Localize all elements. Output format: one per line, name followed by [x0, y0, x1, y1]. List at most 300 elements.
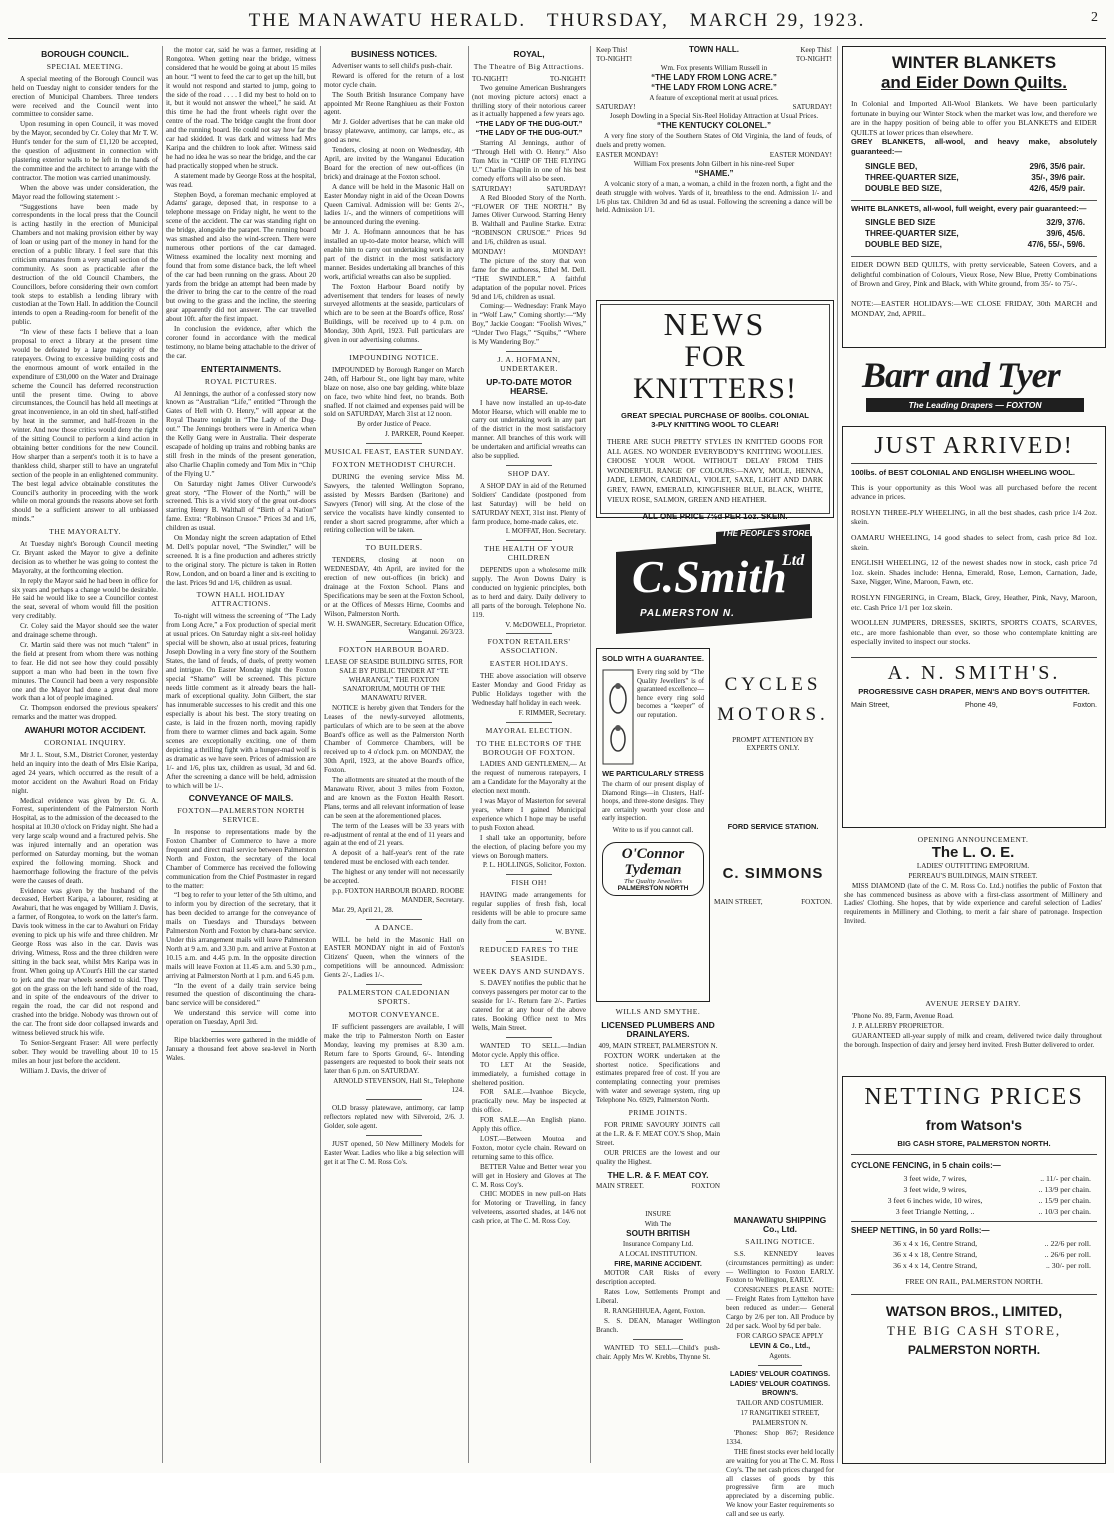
- notice-signature: J. PARKER, Pound Keeper.: [385, 430, 464, 439]
- column-2: [166, 46, 316, 1466]
- ad-feature: “SHAME.”: [694, 168, 734, 178]
- masthead-day: THURSDAY,: [546, 10, 669, 31]
- divider: [366, 641, 422, 642]
- velour-heading: LADIES' VELOUR COATINGS.: [729, 1379, 831, 1388]
- town-hall-title: TOWN HALL.: [688, 45, 740, 54]
- day-line: [472, 185, 586, 194]
- netting-title: NETTING PRICES: [864, 1084, 1084, 1110]
- page-number: 2: [1091, 10, 1100, 25]
- netting-free: FREE ON RAIL, PALMERSTON NORTH.: [905, 1277, 1043, 1286]
- heading-musical-feast: MUSICAL FEAST, EASTER SUNDAY.: [324, 447, 464, 457]
- column-rule: [162, 46, 163, 1463]
- divider: [506, 351, 552, 352]
- heading-mayoral-election: MAYORAL ELECTION.: [485, 725, 573, 735]
- masthead-rule: [8, 38, 1106, 39]
- article-paragraph: Stephen Boyd, a foreman mechanic employed at Adams' garage, deposed that, in response to a telephone message on Friday night, he went to the scene of the accident. The car was standing right on the bridge, alongside the parapet. The running board was smashed and also the wind-screen. There were numerous other portions of the car damaged. Witness examined the locality next morning and found that from some distance back, the left wheel of the car had been running on the grass. About 20 yards from the bridge an attempt had been made by the driver to bring the car to the centre of the road but owing to the grass and the incline, the steering gear apparently did not answer. The car travelled about 10ft. after the first impact.: [166, 190, 316, 324]
- smith-ad: [596, 522, 832, 642]
- article-paragraph: We understand this service will come into operation on Tuesday, April 3rd.: [166, 1009, 316, 1027]
- ad-paragraph: Two genuine American Bushrangers (not moving picture actors) enact a thrilling story of their notorious career as it actually happened a few years ago.: [472, 83, 586, 119]
- cycles-line-2: EXPERTS ONLY.: [746, 744, 800, 752]
- notice-paragraph: Reward is offered for the return of a lost motor cycle chain.: [324, 71, 464, 89]
- divider: [506, 633, 552, 634]
- price-item: 3 feet wide, 9 wires,: [903, 1185, 967, 1194]
- heading-impounding: IMPOUNDING NOTICE.: [349, 353, 439, 362]
- ad-paragraph: The picture of the story that won fame for the authoress, Ethel M. Dell. “THE SWINDLER.” A faithful adaptation of the popular novel. Prices 9d and 1/6, children as usual.: [472, 256, 586, 301]
- notice-paragraph: NOTICE is hereby given that Tenders for the Leases of the newly-surveyed allotments, particulars of which are to be seen at the above Board's office as well as the Palmerston North Chamber of Commerce Chambers, will be received up to 4 o'clock p.m. on MONDAY, the 30th April, 1923, at the above Board's office, Foxton.: [324, 703, 464, 775]
- loe-line: LADIES' OUTFITTING EMPORIUM.: [916, 861, 1030, 870]
- oconnor-logo: [602, 842, 704, 896]
- day-line: [596, 151, 832, 160]
- sheep-heading: SHEEP NETTING, in 50 yard Rolls:—: [851, 1226, 990, 1235]
- subheading-easter-holidays: EASTER HOLIDAYS.: [489, 659, 569, 669]
- simmons-name: C. SIMMONS: [722, 865, 824, 882]
- column-rule: [590, 46, 591, 1463]
- price-item: THREE-QUARTER SIZE,: [865, 172, 959, 182]
- article-paragraph: William J. Davis, the driver of: [20, 1066, 107, 1075]
- price-item: THREE-QUARTER SIZE,: [865, 229, 959, 239]
- heading-a-dance: A DANCE.: [374, 922, 414, 932]
- price-value: 42/6, 45/9 pair.: [1029, 183, 1085, 193]
- smiths-name: A. N. SMITH'S.: [887, 661, 1061, 684]
- price-row: [865, 172, 1085, 183]
- address-street: MAIN STREET,: [714, 898, 763, 906]
- subheading-foxton-service: FOXTON—PALMERSTON NORTH SERVICE.: [177, 806, 305, 825]
- heading-fish: FISH OH!: [511, 878, 547, 888]
- keep-label: TO-NIGHT!: [596, 54, 633, 63]
- shipping-ad: [726, 1212, 834, 1519]
- address-town: Foxton.: [1073, 699, 1097, 709]
- ad-line: Joseph Dowling in a Special Six-Reel Holiday Attraction at Usual Prices.: [609, 112, 819, 121]
- blankets-title-1: WINTER BLANKETS: [891, 53, 1057, 72]
- classified-ad: FOR SALE.—An English piano. Apply this office.: [472, 1116, 586, 1134]
- jersey-line: 'Phone No. 89, Farm, Avenue Road.: [852, 1011, 954, 1020]
- notice-paragraph: OLD brassy platewave, antimony, car lamp reflectors replated new with Silveroid, 2/6. J. Golder, sole agent.: [324, 1104, 464, 1130]
- oconnor-content: [602, 654, 704, 896]
- article-paragraph: Medical evidence was given by Dr. G. A. Forrest, superintendent of the Palmerston North Hospital, as to the admission of the deceased to the hospital at 10.30 o'clock on Friday night. She had a very large scalp wound and a fractured pelvis. She was injured internally and an operation was performed on Saturday morning, but the woman expired the following morning. Shock and haemorrhage following the fracture of the pelvis were the causes of death.: [12, 796, 158, 885]
- price-item: SINGLE BED SIZE: [865, 218, 936, 228]
- classified-ad: BETTER Value and Better wear you will get in Hosiery and Gloves at The C. M. Ross Coy's.: [472, 1162, 586, 1189]
- oconnor-logo-2: Tydeman: [624, 861, 682, 878]
- price-row: [865, 161, 1085, 172]
- wills-subheading: LICENSED PLUMBERS AND DRAINLAYERS.: [601, 1019, 715, 1039]
- shipping-heading: MANAWATU SHIPPING Co., Ltd.: [733, 1215, 827, 1234]
- price-value: .. 13/9 per chain.: [1038, 1185, 1091, 1194]
- ad-line: A very fine story of the Southern States of Old Virginia, the land of feuds, of duels and pretty women.: [596, 132, 832, 150]
- cycles-title: CYCLES: [724, 674, 822, 695]
- article-paragraph: A special meeting of the Borough Council was held on Tuesday night to consider tenders for the erection of Municipal Chambers. Three tenders were received and the Council went into committee to consider same.: [12, 74, 158, 119]
- subheading-coronial-inquiry: CORONIAL INQUIRY.: [44, 738, 126, 748]
- heading-caledonian-sports: PALMERSTON CALEDONIAN SPORTS.: [338, 988, 450, 1006]
- ad-line: Wm. Fox presents William Russell in: [660, 63, 768, 72]
- cycles-ad: [714, 648, 832, 1000]
- notice-paragraph: WILL be held in the Masonic Hall on EASTER MONDAY night in aid of Foxton's Citizens' Queen, when the winners of the competitions will be announced. Admission: Gents 2/-, Ladies 1/-.: [324, 935, 464, 980]
- address-street: MAIN STREET.: [596, 1182, 644, 1191]
- wills-ad: [596, 1004, 720, 1200]
- price-value: .. 22/6 per roll.: [1044, 1239, 1091, 1248]
- notice-paragraph: A deposit of a half-year's rent of the rate tendered must be enclosed with each tender.: [324, 849, 464, 867]
- price-value: .. 15/9 per chain.: [1038, 1196, 1091, 1205]
- netting-content: [851, 1083, 1097, 1357]
- insure-line: INSURE: [645, 1210, 671, 1218]
- article-paragraph: At Tuesday night's Borough Council meeting Cr. Bryant asked the Mayor to give a definite decision as to whether he was going to contest the Mayoralty, at the forthcoming election.: [12, 540, 158, 575]
- prime-text: OUR PRICES are the lowest and our quality the Highest.: [596, 1148, 720, 1166]
- insure-line: With The: [644, 1219, 672, 1228]
- oconnor-text-1: Every ring sold by “The Quality Jewellers” is of guaranteed excellence—hence every ring sold becomes a “keeper” of our reputation.: [637, 669, 704, 719]
- price-row: [865, 217, 1085, 228]
- column-3: [324, 46, 464, 1466]
- wills-heading: WILLS AND SMYTHE.: [615, 1007, 701, 1016]
- notice-signature: p.p. FOXTON HARBOUR BOARD. ROOBE MANDER, Secretary.: [332, 886, 464, 904]
- ad-line: A feature of exceptional merit at usual prices.: [649, 93, 779, 102]
- price-row: [861, 1260, 1091, 1271]
- heading-shop-day: SHOP DAY.: [507, 468, 551, 478]
- keep-this-right: [796, 46, 832, 64]
- article-paragraph: To-night will witness the screening of “The Lady from Long Acre,” a Fox production of special merit at usual prices. On Saturday night a six-reel holiday special will be shown, also at usual prices, featuring Joseph Dowling in a very fine story of the Southern States, the land of feuds, of duels, of pretty women and intrigue. On Easter Monday night the Foxton special “Shame” will be screened. This picture needs little comment as it already bears the hall-mark of exceptional quality. John Gilbert, the star has innumerable successes to his credit and this one especially is about his best. The story treating on caste, is laid in the frozen north, moving rapidly from there to warmer climes and back again. Some scenes are exceptionally exciting, one of them depicting a thrilling fight with a hunger-mad wolf is as dramatic as we have seen. Prices of admission are 1/- and 1/6, plus tax, children as usual, 3d and 6d. After the screening a dance will be held, admission to which will be 1/-.: [166, 612, 316, 790]
- article-paragraph: Cr. Coley said the Mayor should see the water and drainage scheme through.: [12, 622, 158, 640]
- arrived-line: OAMARU WHEELING, 14 good shades to select from, cash price 8d 1oz. skein.: [851, 532, 1097, 552]
- price-item: DOUBLE BED SIZE,: [865, 240, 942, 250]
- heading-motor-hearse: UP-TO-DATE MOTOR HEARSE.: [486, 376, 572, 396]
- heading-to-builders: TO BUILDERS.: [365, 543, 423, 553]
- grey-blanket-prices: [865, 161, 1085, 194]
- town-hall-header: [596, 46, 832, 64]
- classified-ad: WANTED TO SELL.—Indian Motor cycle. Apply this office.: [472, 1041, 586, 1059]
- heading-entertainments: ENTERTAINMENTS.: [200, 363, 282, 374]
- blankets-content: [851, 53, 1097, 318]
- day-label: MONDAY!: [472, 248, 506, 257]
- notice-paragraph: TENDERS, closing at noon on WEDNESDAY, 4th April, are invited for the erection of new out-offices (in brick) and drainage at the Foxton School. Plans and Specifications may be seen at the Foxton School, or at the Offices of Messrs Hirne, Coombs and Wilson, Palmerston North.: [324, 556, 464, 618]
- oconnor-logo-4: PALMERSTON NORTH: [617, 884, 689, 892]
- ad-paragraph: A SHOP DAY in aid of the Returned Soldiers' Candidate (postponed from last Saturday) will be held on SATURDAY NEXT, 31st inst. Plenty of farm produce, home-made cakes, etc.: [472, 481, 586, 526]
- blankets-grey: GREY BLANKETS, all-wool, and heavy make, absolutely guaranteed:—: [851, 137, 1097, 156]
- price-row: [865, 183, 1085, 194]
- notice-signature: W. H. SWANGER, Secretary. Education Office, Wanganui. 26/3/23.: [327, 619, 464, 637]
- article-paragraph: In reply the Mayor said he had been in office for six years and perhaps a change would be desirable. He said he would like to see a Councillor contest the seat, several of whom would fill the position very creditably.: [12, 576, 158, 621]
- ad-signature: I. MOFFAT, Hon. Secretary.: [505, 527, 586, 536]
- notice-line: By order Justice of Peace.: [357, 420, 431, 429]
- notice-paragraph: The term of the Leases will be 33 years with re-adjustment of rental at the end of 11 years and again at the end of 21 years.: [324, 821, 464, 848]
- ad-feature: “THE LADY FROM LONG ACRE.”: [651, 82, 777, 92]
- day-label: SATURDAY!: [596, 103, 636, 112]
- subheading-mayoralty: THE MAYORALTY.: [49, 527, 121, 537]
- knitters-ad: [596, 300, 834, 522]
- smith-name: C.Smith: [632, 551, 787, 602]
- day-label: EASTER MONDAY!: [596, 150, 659, 159]
- keep-label: Keep This!: [596, 46, 628, 54]
- smiths-sub: PROGRESSIVE CASH DRAPER, MEN'S AND BOY'S OUTFITTER.: [858, 686, 1090, 696]
- day-label: TO-NIGHT!: [472, 74, 509, 83]
- oconnor-text-2: The charm of our present display of Diamond Rings—in Clusters, Half-hoops, and three-stone designs. They are certainly worth your close and early inspection.: [602, 781, 704, 823]
- article-paragraph: On Monday night the screen adaptation of Ethel M. Dell's popular novel, “The Swindler,” will be screened. It is a fine production and adheres strictly to the original story. The picture is taken in Rotten Row, London, and on board a liner and is exciting to the last. Prices 9d and 1/6, children as usual.: [166, 534, 316, 587]
- notice-signature: ARNOLD STEVENSON, Hall St., Telephone 124.: [333, 1077, 464, 1095]
- article-paragraph: “I beg to refer to your letter of the 5th ultimo, and to inform you by direction of the secretary, that it has been decided to arrange for the conveyance of mails on Tuesdays and Thursdays between Palmerston North and Foxton by chara-banc service. Under this arrangement mails will leave Palmerston North at 9 a.m. and 3.30 p.m. and arrive at Foxton at 10.15 a.m. and 4.45 p.m. In the opposite direction mails will leave Foxton at 11.45 a.m. and 5.30 p.m., arriving at Palmerston North at 1 p.m. and 6.45 p.m.: [166, 891, 316, 980]
- classified-ad: TO LET At the Seaside, immediately, a furnished cottage in sheltered position.: [472, 1060, 586, 1087]
- heading-health-children: THE HEALTH OF YOUR CHILDREN: [483, 544, 575, 563]
- heading-retailers: FOXTON RETAILERS' ASSOCIATION.: [487, 637, 571, 656]
- notice-paragraph: DURING the evening service Miss M. Sawyers, the talented Wellington Soprano, assisted by Messrs Bardsen (Baritone) and Sawyers (Tenor) will sing. At the close of the service the vocalists have kindly consented to render a short sacred programme, after which a retiring collection will be taken.: [324, 472, 464, 535]
- knitters-sub-2: 3-PLY KNITTING WOOL TO CLEAR!: [651, 420, 779, 429]
- ad-paragraph: I was Mayor of Masterton for several years, where I gained Municipal experience which I hope may be useful to push Foxton ahead.: [472, 797, 586, 832]
- notice-paragraph: IF sufficient passengers are available, I will make the trip to Palmerston North on Easter Monday, leaving my premises at 8.30 a.m. Return fare to Sports Ground, 6/-. Intending passengers are requested to book their seats not later than 6 p.m. on SATURDAY.: [324, 1022, 464, 1076]
- knitters-price: ALL ONE PRICE 7½d PER 1oz. SKEIN.: [642, 512, 788, 522]
- article-paragraph: A statement made by George Ross at the hospital, was read.: [166, 171, 316, 189]
- smith-ltd: Ltd: [782, 552, 805, 569]
- heading-royal: ROYAL,: [513, 49, 545, 59]
- oconnor-ring-block: [602, 669, 704, 765]
- oconnor-ad: [596, 648, 710, 1002]
- price-value: 32/9, 37/6.: [1046, 218, 1085, 228]
- price-value: .. 10/3 per chain.: [1038, 1207, 1091, 1216]
- classified-ad: WANTED TO SELL—Child's push-chair. Apply Mrs W. Krebbs, Thynne St.: [596, 1343, 720, 1361]
- shipping-line: FOR CARGO SPACE APPLY: [736, 1331, 824, 1340]
- arrived-content: [851, 431, 1097, 709]
- netting-ad: [842, 1076, 1106, 1464]
- jersey-line: J. P. ALLERBY PROPRIETOR.: [852, 1021, 944, 1030]
- ad-line: A volcanic story of a man, a woman, a child in the frozen north, a fight and the death struggle with wolves. Yards of it, breathless to the end. Admission 1/- and 1/6 plus tax. Children 3d and 6d as usual. Following the screening a dance will be held. Admission 1/1.: [596, 179, 832, 215]
- ad-paragraph: S. DAVEY notifies the public that he conveys passengers per motor car to the seaside for 1/-. Return fare 2/-. Parties catered for at any hour of the above rates. Booking Office next to Mrs Wells, Main Street.: [472, 979, 586, 1032]
- oconnor-text-3: Write to us if you cannot call.: [612, 826, 694, 834]
- article-paragraph: Cr. Thompson endorsed the previous speakers' remarks and the matter was dropped.: [12, 704, 158, 722]
- wills-text: FOXTON WORK undertaken at the shortest notice. Specifications and estimates prepared free of cost. If you are contemplating connecting your premises with water and sewerage system, ring up Telephone No. 6929, Palmerston North.: [596, 1051, 720, 1105]
- insure-text: S. S. DEAN, Manager Wellington Branch.: [596, 1316, 720, 1334]
- smiths-address: [851, 700, 1097, 709]
- article-paragraph: “In the event of a daily train service being resumed the question of discontinuing the chara-banc service will be considered.”: [166, 981, 316, 1008]
- day-line: [472, 248, 586, 257]
- price-value: 35/-, 39/6 pair.: [1031, 172, 1085, 182]
- ad-signature: W. BYNE.: [555, 927, 586, 936]
- insure-text: MOTOR CAR Risks of every description accepted.: [596, 1269, 720, 1287]
- jersey-heading: AVENUE JERSEY DAIRY.: [925, 999, 1021, 1008]
- ad-paragraph: I have now installed an up-to-date Motor Hearse, which will enable me to carry out undertaking work in any part of the district in the most satisfactory manner. All branches of this work will be undertaken and artificial wreaths can also be supplied.: [472, 398, 586, 461]
- watson-name: WATSON BROS., LIMITED,: [885, 1303, 1063, 1319]
- subheading-special-meeting: SPECIAL MEETING.: [46, 61, 124, 71]
- ad-feature: “THE LADY OF THE DUG-OUT.” “THE LADY OF THE DUG-OUT.”: [475, 120, 583, 138]
- column-rule: [468, 46, 469, 1463]
- article-paragraph: On Saturday night James Oliver Curwoode's great story, “The Flower of the North,” will be screened. This is a vivid story of the great out-doors starring Henry B. Walthall of “Birth of a Nation” fame. Extra: “Robinson Crusoe.” Prices 3d and 1/6, children as usual.: [166, 479, 316, 533]
- address-town: FOXTON.: [801, 898, 832, 906]
- barr-logo: Barr and Tyer: [862, 355, 1060, 395]
- price-value: .. 26/6 per roll.: [1044, 1250, 1091, 1259]
- shipping-agents: LEVIN & Co., Ltd.,: [749, 1341, 811, 1350]
- meat-coy-address: [596, 1182, 720, 1191]
- shipping-text: S.S. KENNEDY leaves (circumstances permitting) as under:— Wellington to Foxton EARLY. Foxton to Wellington, EARLY.: [726, 1249, 834, 1285]
- column-rule: [320, 46, 321, 1463]
- article-paragraph: Evidence was given by the husband of the deceased, Herbert Karipa, a labourer, residing at Awahuri, that he was engaged by William J. Davis, a farmer, of Rongotea, to work on the latter's farm. Davis took witness in the car to Awahuri on Friday evening to pick up his wife and three children. Mr George Ross was also in the car. Davis was driving. Witness, Ross and the three children were sitting in the back seat, whilst Mrs Karipa was in front. When going up A'Court's Hill the car started to jerk and the rear wheels seemed to skid. They got on the grass on the left hand side of the road, and in spite of the endeavours of the driver to regain the road, the car did not respond and crashed into the bridge. Nobody was thrown out of the car. The front side door collapsed inwards and witness believed struck his wife.: [12, 886, 158, 1038]
- divider: [366, 1135, 422, 1136]
- shipping-text: CONSIGNEES PLEASE NOTE:— Freight Rates from Lyttelton have been reduced as under:— General Cargo by 2/6 per ton. All Produce by 2d per sack. Wool by 6d per bale.: [726, 1286, 834, 1330]
- masthead-date: MARCH 29, 1923.: [689, 10, 866, 31]
- heading-awahuri-accident: AWAHURI MOTOR ACCIDENT.: [24, 725, 146, 736]
- keep-this-left: [596, 46, 632, 64]
- insure-company: SOUTH BRITISH: [626, 1228, 690, 1238]
- velour-line: 17 RANGITIKEI STREET,: [740, 1409, 820, 1418]
- heading-borough-council: BOROUGH COUNCIL.: [41, 49, 129, 59]
- subheading-week-days: WEEK DAYS AND SUNDAYS.: [473, 966, 585, 976]
- divider: [506, 941, 552, 942]
- day-line: [596, 103, 832, 112]
- divider: [366, 443, 422, 444]
- ford-service: FORD SERVICE STATION.: [727, 822, 819, 831]
- article-paragraph: Ripe blackberries were gathered in the middle of January a thousand feet above sea-level in North Wales.: [166, 1036, 316, 1062]
- netting-sub: from Watson's: [925, 1117, 1023, 1133]
- knitters-title-2: FOR KNITTERS!: [633, 340, 797, 405]
- divider: [211, 1031, 271, 1032]
- subheading-methodist: FOXTON METHODIST CHURCH.: [332, 460, 456, 470]
- notice-line: Mar. 29, April 21, 28.: [332, 905, 394, 914]
- day-label: MONDAY!: [552, 248, 586, 257]
- blankets-title-2: and Eider Down Quilts.: [880, 73, 1068, 92]
- divider: [366, 984, 422, 985]
- notice-paragraph: JUST opened, 50 New Millinery Models for Easter Wear. Ladies who like a big selection will get it at The C. M. Ross Co's.: [324, 1139, 464, 1166]
- velour-text: THE finest stocks ever held locally are waiting for you at The C. M. Ross Coy's. The net cash prices charged for all classes of goods by this progressive firm are much appreciated by a discerning public. We know your Easter requirements so call and see us early.: [726, 1447, 834, 1519]
- price-row: [861, 1173, 1091, 1184]
- divider: [366, 539, 422, 540]
- divider: [366, 349, 422, 350]
- divider: [366, 1099, 422, 1100]
- keep-label: TO-NIGHT!: [795, 54, 832, 63]
- price-value: .. 11/- per chain.: [1040, 1174, 1091, 1183]
- day-label: EASTER MONDAY!: [769, 150, 832, 159]
- ad-paragraph: A Red Blooded Story of the North. “FLOWER OF THE NORTH.” By James Oliver Curwood. Starring Henry B. Walthall and Pauline Starke. Extra: “ROBINSON CRUSOE.” Prices 9d and 1/6, children as usual.: [472, 193, 586, 247]
- watson-store: THE BIG CASH STORE,: [886, 1323, 1062, 1338]
- arrived-line: This is your opportunity as this Wool was all purchased before the recent advance in prices.: [851, 482, 1097, 502]
- notice-paragraph: Mr J. Golder advertises that he can make old brassy platewave, antimony, car lamps, etc., as good as new.: [324, 118, 464, 145]
- column-rule: [837, 46, 838, 1463]
- divider: [506, 722, 552, 723]
- price-item: 36 x 4 x 16, Centre Strand,: [893, 1239, 978, 1248]
- oconnor-heading-2: WE PARTICULARLY STRESS: [602, 769, 704, 778]
- day-label: SATURDAY!: [546, 184, 586, 193]
- knitters-sub-1: GREAT SPECIAL PURCHASE OF 800lbs. COLONIAL: [621, 411, 809, 420]
- price-item: 3 feet Triangle Netting, ..: [895, 1207, 975, 1216]
- netting-store: BIG CASH STORE, PALMERSTON NORTH.: [897, 1139, 1051, 1148]
- sailing-notice: SAILING NOTICE.: [745, 1236, 815, 1246]
- ad-paragraph: LADIES AND GENTLEMEN,— At the request of numerous ratepayers, I am a Candidate for the Mayoralty at the election next month.: [472, 760, 586, 796]
- oconnor-logo-3: The Quality Jewellers: [624, 877, 682, 885]
- notice-paragraph: IMPOUNDED by Borough Ranger on March 24th, off Harbour St., one light bay mare, white blaze on nose, also one bay gelding, white blaze on face, two white hind feet, no brands. Both snafled. If not claimed and expenses paid will be sold on SATURDAY, March 31st at 12 noon.: [324, 365, 464, 419]
- ad-feature: “THE KENTUCKY COLONEL.”: [656, 121, 772, 131]
- just-arrived-ad: [842, 426, 1106, 828]
- price-value: .. 30/- per roll.: [1045, 1261, 1091, 1270]
- price-item: DOUBLE BED SIZE,: [865, 183, 942, 193]
- article-paragraph: Mr J. L. Stout, S.M., District Coroner, yesterday held an inquiry into the death of Mrs Elsie Karipa, aged 24 years, which occurred as the result of a motor accident on the Awahuri Road on Friday night.: [12, 750, 158, 795]
- divider: [506, 465, 552, 466]
- white-blanket-prices: [865, 217, 1085, 250]
- loe-title: The L. O. E.: [931, 843, 1015, 861]
- jersey-text: GUARANTEED all-year supply of milk and cream, delivered twice daily throughout the borough. Inspection of dairy and jersey herd invited. Fresh Butter delivered to order.: [844, 1031, 1102, 1049]
- article-paragraph: Cr. Martin said there was not much “talent” in the field at present from whom there was nothing to fear. He did not see how they could possibly support a man who had been in the town five minutes. The Council had been a very responsible one and the Mayor had done a great deal more work than a lot of people imagined.: [12, 641, 158, 703]
- address-street: Main Street,: [851, 699, 890, 709]
- insure-line: A LOCAL INSTITUTION.: [619, 1249, 697, 1258]
- blankets-quilts: EIDER DOWN BED QUILTS, with pretty serviceable, Sateen Covers, and a delightful combination of Colours, Vieux Rose, New Blue, Pretty Combinations of Brown and Grey, Pink and Black, with White ground, from 35/- to 75/-.: [851, 256, 1097, 289]
- prime-text: FOR PRIME SAVOURY JOINTS call at the L.R. & F. MEAT COY.'S Shop, Main Street.: [596, 1120, 720, 1147]
- classified-ad: CHIC MODES in new pull-on Hats for Motoring or Travelling, in fancy velveteens, assorted shades, at 14/6 not cash price, at The C. M. Ross Coy.: [472, 1190, 586, 1226]
- blankets-intro: In Colonial and Imported All-Wool Blankets. We have been particularly fortunate in buying our Winter Stock when the market was low, and therefore we are in the happy position of being able to offer you BLANKETS and EIDER QUILTS at lower prices than elsewhere.: [851, 99, 1097, 137]
- price-item: 3 feet 6 inches wide, 10 wires,: [887, 1196, 983, 1205]
- cyclone-heading: CYCLONE FENCING, in 5 chain coils:—: [851, 1161, 1001, 1170]
- price-value: 39/6, 45/6.: [1046, 229, 1085, 239]
- notice-paragraph: Mr J. A. Hofmann announces that he has installed an up-to-date motor hearse, which will enable him to carry out undertaking work in any part of the district in the most satisfactory manner. Besides undertaking all branches of this work, artificial wreaths can also be supplied.: [324, 228, 464, 281]
- heading-hofmann: J. A. HOFMANN, UNDERTAKER.: [497, 355, 561, 373]
- arrived-line: ROSLYN THREE-PLY WHEELING, in all the best shades, cash price 1/4 2oz. skein.: [851, 507, 1097, 527]
- velour-line: 'Phones: Shop 867; Residence 1334.: [726, 1429, 834, 1446]
- knitters-body: THERE ARE SUCH PRETTY STYLES IN KNITTED GOODS FOR ALL AGES. NO WONDER EVERYBODY'S KNITTING WOOLLIES. CHOOSE YOUR WOOL WITHOUT DELAY FROM THIS WONDERFUL RANGE OF COLOURS:—NAVY, MOLE, HENNA, JADE, LEMON, CARDINAL, VIOLET, SAXE, LIGHT AND DARK GREY, FAWN, EMERALD, KINGFISHER BLUE, BLACK, WHITE, VIEUX ROSE, SALMON, GREEN AND HEATHER.: [607, 437, 823, 504]
- velour-line: PALMERSTON N.: [752, 1419, 808, 1428]
- price-value: 29/6, 35/6 pair.: [1029, 161, 1085, 171]
- oconnor-logo-1: O'Connor: [621, 845, 685, 862]
- subheading-royal-pictures: ROYAL PICTURES.: [204, 376, 278, 386]
- address-phone: Phone 49,: [964, 699, 998, 709]
- ad-paragraph: DEPENDS upon a wholesome milk supply. The Avon Downs Dairy is conducted on hygienic principles, both as to herd and dairy. Daily delivery to all parts of the borough. Telephone No. 119.: [472, 566, 586, 619]
- price-row: [861, 1249, 1091, 1260]
- article-paragraph: “Suggestions have been made by correspondents in the local press that the Council is acting hastily in the erection of Municipal Chambers and not making provision either by way of loan or using part of the money in hand for the erection of a public library. I feel sure that this criticism emanates from a very small section of the community. As soon as practicable after the destruction of the old Council Chambers, the Councillors, before considering their own comfort took steps to establish a lending library with custodian at the Town Hall. In addition the Council intends to open a Reading-room for benefit of the public.: [12, 202, 158, 327]
- price-value: 47/6, 55/-, 59/6.: [1027, 240, 1085, 250]
- simmons-address: [714, 898, 832, 906]
- divider: [506, 874, 552, 875]
- address-town: FOXTON: [691, 1182, 720, 1191]
- day-label: SATURDAY!: [472, 184, 512, 193]
- insure-ad: [596, 1210, 720, 1466]
- price-row: [861, 1195, 1091, 1206]
- loe-text: MISS DIAMOND (late of the C. M. Ross Co. Ltd.) notifies the public of Foxton that she has commenced business as above with a first-class assortment of Millinery and Ladies' Clothing. She hopes, that by wide experience and careful selection of Ladies' requirements in Millinery and Clothing, to merit a fair share of patronage. Inspection Invited.: [844, 881, 1102, 926]
- loe-line: PERREAU'S BUILDINGS, MAIN STREET.: [908, 871, 1038, 880]
- price-item: 3 feet wide, 7 wires,: [903, 1174, 967, 1183]
- notice-paragraph: The highest or any tender will not necessarily be accepted.: [324, 868, 464, 886]
- velour-brown: BROWN'S.: [762, 1389, 798, 1398]
- town-hall-ad: [596, 46, 832, 296]
- notice-paragraph: Advertiser wants to sell child's push-chair.: [332, 61, 453, 70]
- article-paragraph: “In view of these facts I believe that a loan proposal to erect a library at the present time would be defeated by a large majority of the ratepayers. Owing to excessive building costs and the enormous amount of work entailed in the expenditure of £30,000 on the Water and Drainage scheme the Council has deferred reconstruction until the present time. Owing to above circumstances, the Council has held all meetings at great inconvenience, in an old tin shed, half-stifled by heat in the summer, and half-frozen in the winter. And now those critics would deny the right of the sitting Council to perform a kind action in obtaining better conditions for the new Council. How sharper than a serpent's tooth it is to have a thankless child, sharper still to have an ungrateful section of the people in an enlightened community. The best legal advice obtainable constitutes the Council's authority in proceeding with the work while on moral grounds the reasons above set forth should be a sufficient answer to all unbiassed minds.”: [12, 328, 158, 524]
- subheading-motor-conveyance: MOTOR CONVEYANCE.: [348, 1009, 440, 1019]
- article-paragraph: In response to representations made by the Foxton Chamber of Commerce to have a more frequent and direct mail service between Palmerston North and Foxton, the secretary of the local Chamber of Commerce has received the following communication from the Chief Postmaster in regard to the matter:: [166, 828, 316, 890]
- price-item: SINGLE BED,: [865, 161, 918, 171]
- column-4: [472, 46, 586, 1466]
- notice-paragraph: Tenders, closing at noon on Wednesday, 4th April, are invited by the Wanganui Education Board for the erection of new out-offices (in brick) and drainage at the Foxton school.: [324, 146, 464, 181]
- smith-town: PALMERSTON N.: [640, 608, 735, 619]
- jersey-dairy-ad: [844, 996, 1102, 1070]
- notice-paragraph: The South British Insurance Company have appointed Mr Reone Ranghiueu as their Foxton agent.: [324, 90, 464, 117]
- divider: [506, 1037, 552, 1038]
- wills-address: 409, MAIN STREET, PALMERSTON N.: [598, 1041, 718, 1050]
- ad-signature: P. L. HOLLINGS, Solicitor, Foxton.: [482, 861, 586, 870]
- classified-ad: LOST.—Between Moutoa and Foxton, motor cycle chain. Reward on returning same to this office.: [472, 1134, 586, 1161]
- heading-harbour-board: FOXTON HARBOUR BOARD.: [338, 645, 450, 655]
- insure-types: FIRE, MARINE ACCIDENT.: [614, 1259, 702, 1268]
- loe-heading: OPENING ANNOUNCEMENT.: [917, 835, 1029, 844]
- smith-banner: THE PEOPLE'S STORE: [722, 529, 810, 538]
- cyclone-prices: [861, 1173, 1091, 1217]
- watson-town: PALMERSTON NORTH.: [907, 1343, 1041, 1357]
- ad-paragraph: Starring Al Jennings, author of “Through Hell with O. Henry.” Also Tom Mix in “CHIP OF THE FLYING U.” Charlie Chaplin in one of his best comedy efforts will also be seen.: [472, 139, 586, 183]
- ad-feature: “THE LADY FROM LONG ACRE.”: [651, 72, 777, 82]
- article-paragraph: In conclusion the evidence, after which the coroner found in accordance with the medical testimony, no blame being attachable to the driver of the car.: [166, 325, 316, 360]
- loe-ad: [844, 832, 1102, 992]
- meat-coy-heading: THE L.R. & F. MEAT COY.: [607, 1169, 709, 1180]
- blankets-white: WHITE BLANKETS, all-wool, full weight, every pair guaranteed:—: [851, 200, 1097, 214]
- article-paragraph: Al Jennings, the author of a confessed story now known as “Australian “Life,” entitled “Through the Gates of Hell with O. Henry,” will appear at the Royal Theatre tonight in “The Lady of the Dug-out.” The Jennings brothers were in America when the Kelly Gang were in Australia. Their desperate escapade of holding up trains and robbing banks are still fresh in the minds of the present generation, also Charlie Chaplin comedy and Tom Mix in “Chip of the Flying U.”: [166, 389, 316, 478]
- notice-paragraph: A dance will be held in the Masonic Hall on Easter Monday night in aid of the Ocean Downs Queen Carnival. Admission will be: Gents 2/-, ladies 1/-, and the winners of competitions will be announced during the evening.: [324, 182, 464, 227]
- shipping-line: Agents.: [769, 1351, 791, 1360]
- classified-ad: FOR SALE.—Ivanhoe Bicycle, practically new. May be inspected at this office.: [472, 1088, 586, 1115]
- article-paragraph: To Senior-Sergeant Fraser: All were perfectly sober. They would be travelling about 10 to 15 miles an hour just before the accident.: [12, 1038, 158, 1065]
- divider: [633, 1339, 683, 1340]
- heading-conveyance-mails: CONVEYANCE OF MAILS.: [188, 793, 294, 804]
- barr-tyer-ad: [842, 350, 1104, 420]
- arrived-line: WOOLLEN JUMPERS, DRESSES, SKIRTS, SPORTS COATS, SCARVES, etc., are more fashionable than ever, so those who contemplate knitting are especially invited to inspect our stocks.: [851, 618, 1097, 647]
- divider: [506, 540, 552, 541]
- ad-line: William Fox presents John Gilbert in his nine-reel Super: [633, 159, 795, 168]
- divider: [758, 1365, 801, 1366]
